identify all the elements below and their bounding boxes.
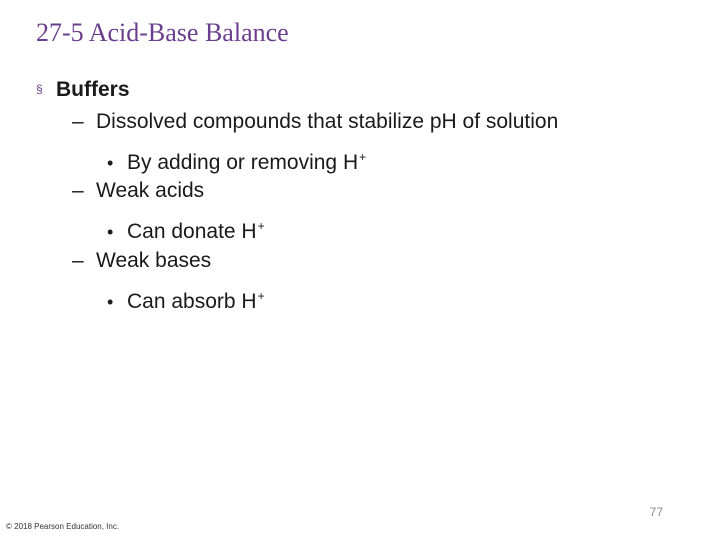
bullet-level3-adding-removing [107, 144, 366, 176]
superscript-plus: + [257, 219, 265, 233]
bullet-text: Can absorb H [127, 290, 257, 313]
dot-bullet-icon: • [107, 292, 114, 312]
bullet-level2-dissolved [72, 109, 558, 135]
bullet-level1-buffers [36, 76, 130, 103]
dash-bullet-icon: – [72, 249, 84, 272]
bullet-text: Weak bases [96, 249, 212, 272]
bullet-text: Can donate H [127, 220, 257, 243]
page-number: 77 [649, 505, 663, 519]
bullet-level3-absorb [107, 283, 265, 315]
bullet-text: Dissolved compounds that stabilize pH of solution [96, 110, 559, 133]
dot-bullet-icon: • [107, 222, 114, 242]
square-bullet-icon: § [36, 82, 43, 96]
bullet-text: Buffers [56, 78, 130, 101]
slide-title: 27-5 Acid-Base Balance [36, 18, 289, 47]
bullet-level2-weak-bases [72, 248, 211, 274]
superscript-plus: + [257, 289, 265, 303]
bullet-text: By adding or removing H [127, 151, 359, 174]
bullet-text: Weak acids [96, 179, 205, 202]
copyright-notice: © 2018 Pearson Education, Inc. [6, 522, 120, 531]
superscript-plus: + [359, 150, 367, 164]
dash-bullet-icon: – [72, 179, 84, 202]
bullet-level3-donate [107, 213, 265, 245]
bullet-level2-weak-acids [72, 178, 204, 204]
dash-bullet-icon: – [72, 110, 84, 133]
dot-bullet-icon: • [107, 153, 114, 173]
